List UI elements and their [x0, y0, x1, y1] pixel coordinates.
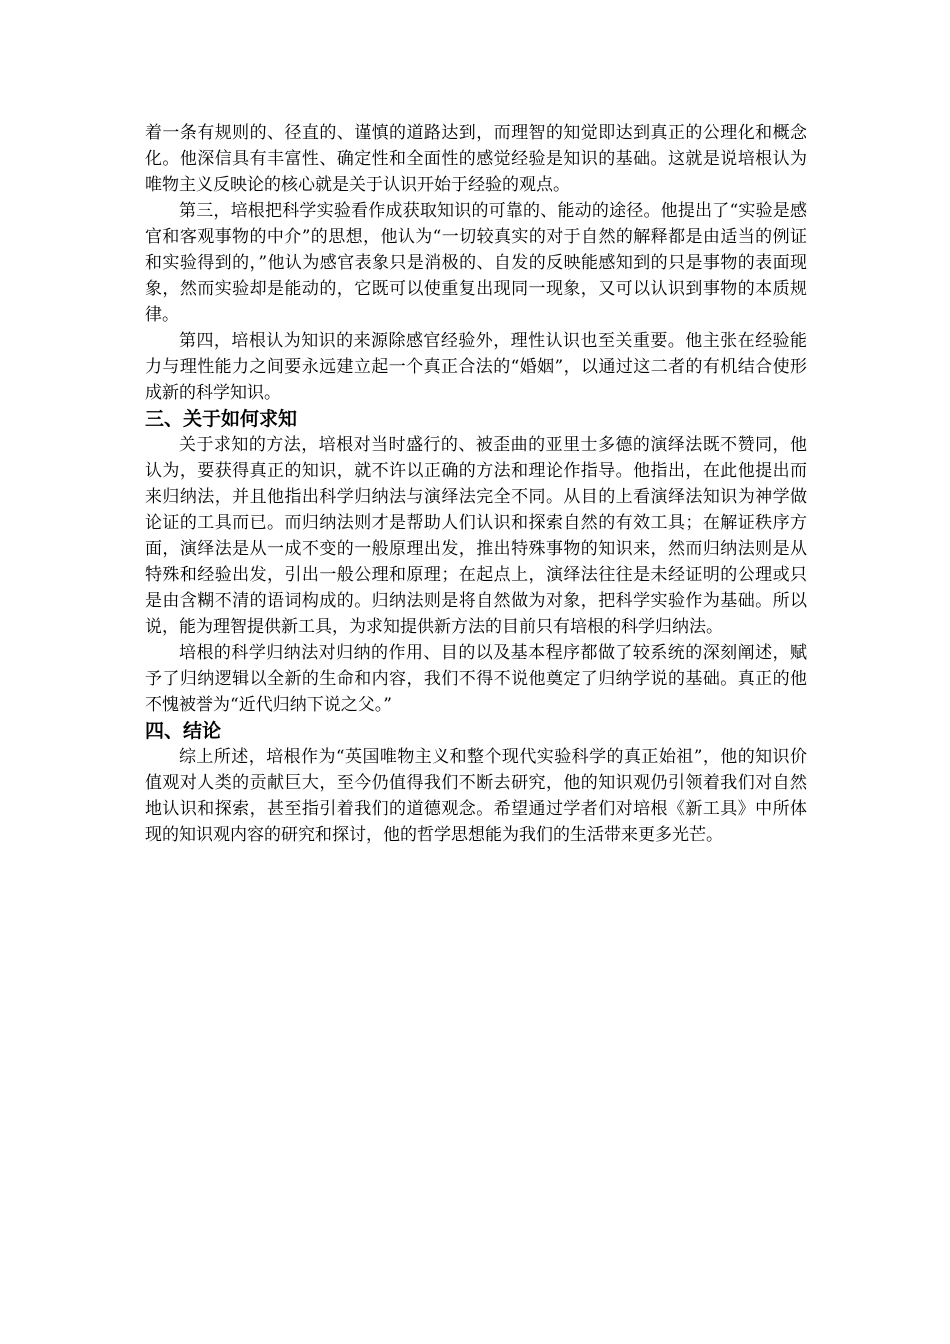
- paragraph-induction: 培根的科学归纳法对归纳的作用、目的以及基本程序都做了较系统的深刻阐述，赋予了归纳逻辑以全新的生命和内容，我们不得不说他奠定了归纳学说的基础。真正的他不愧被誉为“近代归纳下说之父。”: [145, 643, 807, 715]
- section-heading-3: 三、关于如何求知: [145, 408, 298, 430]
- paragraph-third-point: 第三，培根把科学实验看作成获取知识的可靠的、能动的途径。他提出了“实验是感官和客观事物的中介”的思想，他认为“一切较真实的对于自然的解释都是由适当的例证和实验得到的，”他认为感官表象只是消极的、自发的反映能感知到的只是事物的表面现象，然而实验却是能动的，它既可以使重复出现同一现象，又可以认识到事物的本质规律。: [145, 201, 807, 325]
- section-heading-4: 四、结论: [145, 720, 222, 742]
- document-body: [145, 120, 807, 848]
- paragraph-conclusion: 综上所述，培根作为“英国唯物主义和整个现代实验科学的真正始祖”，他的知识价值观对人类的贡献巨大，至今仍值得我们不断去研究，他的知识观仍引领着我们对自然地认识和探索，甚至指引着我们的道德观念。希望通过学者们对培根《新工具》中所体现的知识观内容的研究和探讨，他的哲学思想能为我们的生活带来更多光芒。: [145, 747, 807, 845]
- paragraph-method: 关于求知的方法，培根对当时盛行的、被歪曲的亚里士多德的演绎法既不赞同，他认为，要获得真正的知识，就不许以正确的方法和理论作指导。他指出，在此他提出而来归纳法，并且他指出科学归纳法与演绎法完全不同。从目的上看演绎法知识为神学做论证的工具而已。而归纳法则才是帮助人们认识和探索自然的有效工具；在解证秩序方面，演绎法是从一成不变的一般原理出发，推出特殊事物的知识来，然而归纳法则是从特殊和经验出发，引出一般公理和原理；在起点上，演绎法往往是未经证明的公理或只是由含糊不清的语词构成的。归纳法则是将自然做为对象，把科学实验作为基础。所以说，能为理智提供新工具，为求知提供新方法的目前只有培根的科学归纳法。: [145, 435, 807, 637]
- paragraph-continuation: 着一条有规则的、径直的、谨慎的道路达到，而理智的知觉即达到真正的公理化和概念化。他深信具有丰富性、确定性和全面性的感觉经验是知识的基础。这就是说培根认为唯物主义反映论的核心就是关于认识开始于经验的观点。: [145, 123, 807, 195]
- paragraph-fourth-point: 第四，培根认为知识的来源除感官经验外，理性认识也至关重要。他主张在经验能力与理性能力之间要永远建立起一个真正合法的“婚姻”，以通过这二者的有机结合使形成新的科学知识。: [145, 331, 807, 403]
